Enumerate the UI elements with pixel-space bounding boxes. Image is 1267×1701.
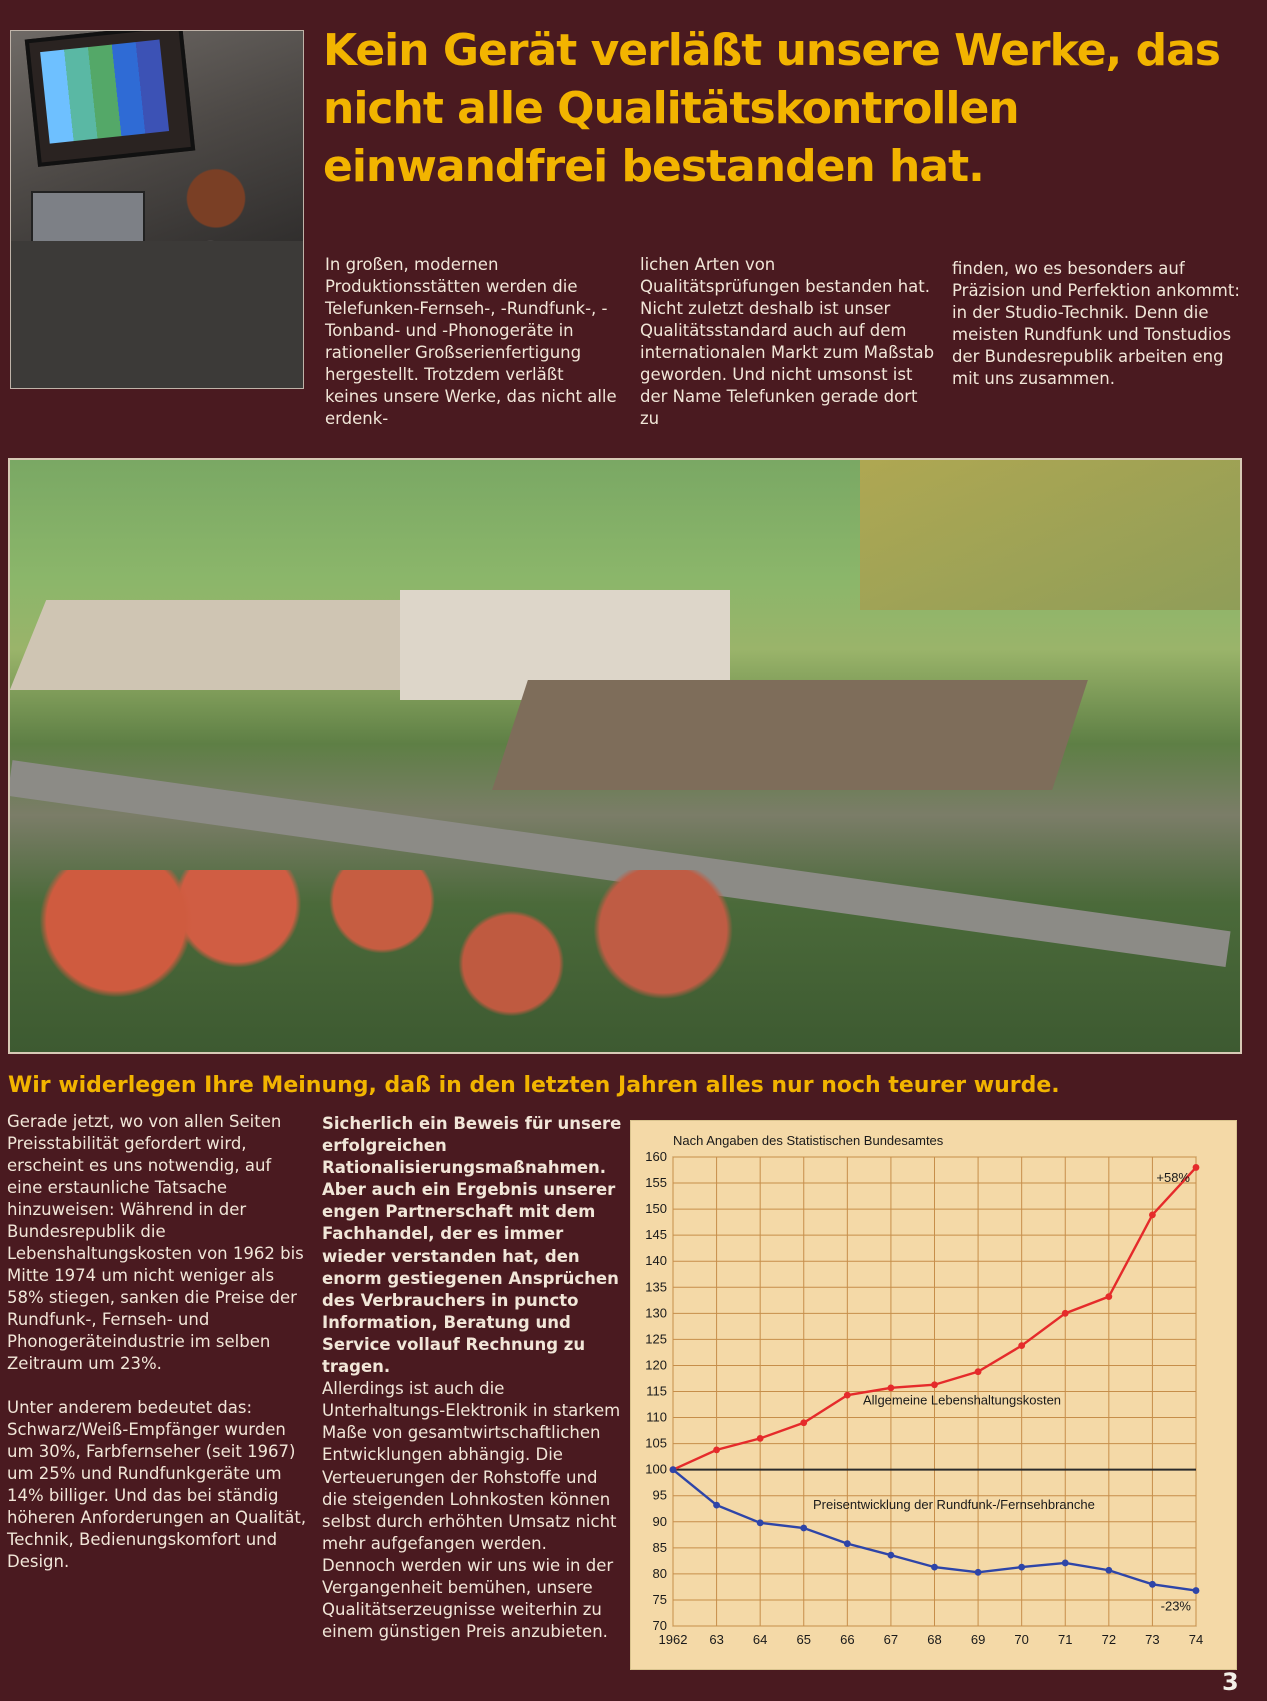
series-label: Preisentwicklung der Rundfunk-/Fernsehbranche [813, 1496, 1095, 1512]
series-point [1062, 1560, 1069, 1567]
section-subheadline: Wir widerlegen Ihre Meinung, daß in den letzten Jahren alles nur noch teurer wurde. [8, 1073, 1060, 1098]
middle-column-bold: Sicherlich ein Beweis für unsere erfolgreichen Rationalisierungsmaßnahmen. Aber auch ein Ergebnis unserer engen Partnerschaft mit dem Fachhandel, der es immer wieder verstanden hat, den enorm gestiegenen Ansprüchen des Verbrauchers in puncto Information, Beratung und Service vollauf Rechnung zu tragen. [322, 1114, 622, 1377]
factory-roof [492, 680, 1088, 790]
y-tick-label: 110 [646, 1409, 667, 1425]
y-tick-label: 80 [652, 1565, 667, 1581]
series-point [844, 1540, 851, 1547]
middle-text-column [322, 1113, 622, 1643]
left-text-column: Gerade jetzt, wo von allen Seiten Preisstabilität gefordert wird, erscheint es uns notwendig, auf eine erstaunliche Tatsache hinzuweisen: Während in der Bundesrepublik die Lebenshaltungskosten von 1962 bis Mitte 1974 um nicht weniger als 58% stiegen, sanken die Preise der Rundfunk-, Fernseh- und Phonogeräteindustrie im selben Zeitraum um 23%. Unter anderem bedeutet das: Schwarz/Weiß-Empfänger wurden um 30%, Farbfernseher (seit 1967) um 25% und Rundfunkgeräte um 14% billiger. Und das bei ständig höheren Anforderungen an Qualität, Technik, Bedienungskomfort und Design. [7, 1112, 307, 1571]
y-tick-label: 70 [652, 1618, 667, 1633]
y-tick-label: 150 [645, 1201, 667, 1217]
y-tick-label: 95 [652, 1487, 667, 1503]
y-tick-label: 120 [645, 1357, 667, 1373]
x-tick-label: 74 [1188, 1632, 1204, 1647]
x-tick-label: 69 [970, 1632, 986, 1647]
series-point [975, 1569, 982, 1576]
page-number: 3 [1222, 1668, 1239, 1696]
x-tick-label: 72 [1101, 1632, 1117, 1647]
series-point [931, 1381, 938, 1388]
series-point [757, 1519, 764, 1526]
factory-aerial-photo [8, 458, 1242, 1054]
x-tick-label: 67 [883, 1632, 899, 1647]
y-tick-label: 135 [645, 1279, 667, 1295]
end-label-up: +58% [1156, 1170, 1190, 1186]
series-point [713, 1502, 720, 1509]
x-tick-label: 71 [1058, 1632, 1073, 1647]
series-point [888, 1552, 895, 1559]
series-point [1193, 1587, 1200, 1594]
series-point [1062, 1310, 1069, 1317]
series-label: Allgemeine Lebenshaltungskosten [863, 1392, 1062, 1408]
chart-title: Nach Angaben des Statistischen Bundesamtes [673, 1133, 944, 1148]
quality-control-photo [10, 30, 304, 389]
y-tick-label: 85 [652, 1539, 667, 1555]
series-point [670, 1466, 677, 1473]
workbench [11, 241, 303, 388]
x-tick-label: 73 [1145, 1632, 1160, 1647]
x-tick-label: 68 [927, 1632, 942, 1647]
intro-column-2: lichen Arten von Qualitätsprüfungen bestanden hat. Nicht zuletzt deshalb ist unser Qualitätsstandard auch auf dem internationalen Markt zum Maßstab geworden. Und nicht umsonst ist der Name Telefunken gerade dort zu [640, 255, 935, 428]
series-point [800, 1419, 807, 1426]
series-point [975, 1368, 982, 1375]
price-chart-svg [631, 1121, 1236, 1669]
series-point [1018, 1564, 1025, 1571]
y-tick-label: 145 [645, 1227, 667, 1243]
y-tick-label: 125 [645, 1331, 667, 1347]
series-point [713, 1446, 720, 1453]
x-tick-label: 1962 [658, 1632, 688, 1647]
series-point [1149, 1581, 1156, 1588]
series-point [1105, 1293, 1112, 1300]
y-tick-label: 140 [645, 1253, 667, 1269]
intro-column-1: In großen, modernen Produktionsstätten werden die Telefunken-Fernseh-, -Rundfunk-, -Tonband- und -Phonogeräte in rationeller Großserienfertigung hergestellt. Trotzdem verläßt keines unsere Werke, das nicht alle erdenk- [325, 255, 617, 428]
residential-houses [40, 870, 800, 1040]
series-point [1018, 1342, 1025, 1349]
y-tick-label: 130 [645, 1305, 667, 1321]
series-point [1105, 1567, 1112, 1574]
y-tick-label: 100 [645, 1461, 667, 1477]
y-tick-label: 155 [645, 1175, 667, 1191]
x-tick-label: 66 [840, 1632, 855, 1647]
intro-column-3: finden, wo es besonders auf Präzision und Perfektion ankommt: in der Studio-Technik. Denn die meisten Rundfunk und Tonstudios der Bundesrepublik arbeiten eng mit uns zusammen. [952, 259, 1240, 388]
monitor-image [25, 30, 196, 167]
monitor-screen [40, 40, 169, 144]
x-tick-label: 64 [752, 1632, 768, 1647]
middle-column-regular: Allerdings ist auch die Unterhaltungs-Elektronik in starkem Maße von gesamtwirtschaftlichen Entwicklungen abhängig. Die Verteuerungen der Rohstoffe und die steigenden Lohnkosten können selbst durch erhöhten Umsatz nicht mehr aufgefangen werden. Dennoch werden wir uns wie in der Vergangenheit bemühen, unsere Qualitätserzeugnisse weiterhin zu einem günstigen Preis anzubieten. [322, 1379, 621, 1642]
y-tick-label: 160 [645, 1149, 667, 1164]
price-chart [630, 1120, 1237, 1670]
x-tick-label: 70 [1014, 1632, 1029, 1647]
series-point [757, 1435, 764, 1442]
series-point [800, 1525, 807, 1532]
series-point [844, 1392, 851, 1399]
end-label-down: -23% [1160, 1598, 1191, 1614]
page-headline: Kein Gerät verläßt unsere Werke, das nicht alle Qualitätskontrollen einwandfrei bestanden hat. [323, 25, 1220, 192]
series-point [1193, 1164, 1200, 1171]
field-area [860, 460, 1240, 610]
y-tick-label: 90 [652, 1513, 667, 1529]
x-tick-label: 65 [796, 1632, 811, 1647]
series-point [888, 1384, 895, 1391]
x-tick-label: 63 [709, 1632, 724, 1647]
y-tick-label: 115 [646, 1383, 667, 1399]
y-tick-label: 105 [645, 1435, 667, 1451]
series-point [1149, 1211, 1156, 1218]
series-point [931, 1564, 938, 1571]
y-tick-label: 75 [652, 1591, 667, 1607]
